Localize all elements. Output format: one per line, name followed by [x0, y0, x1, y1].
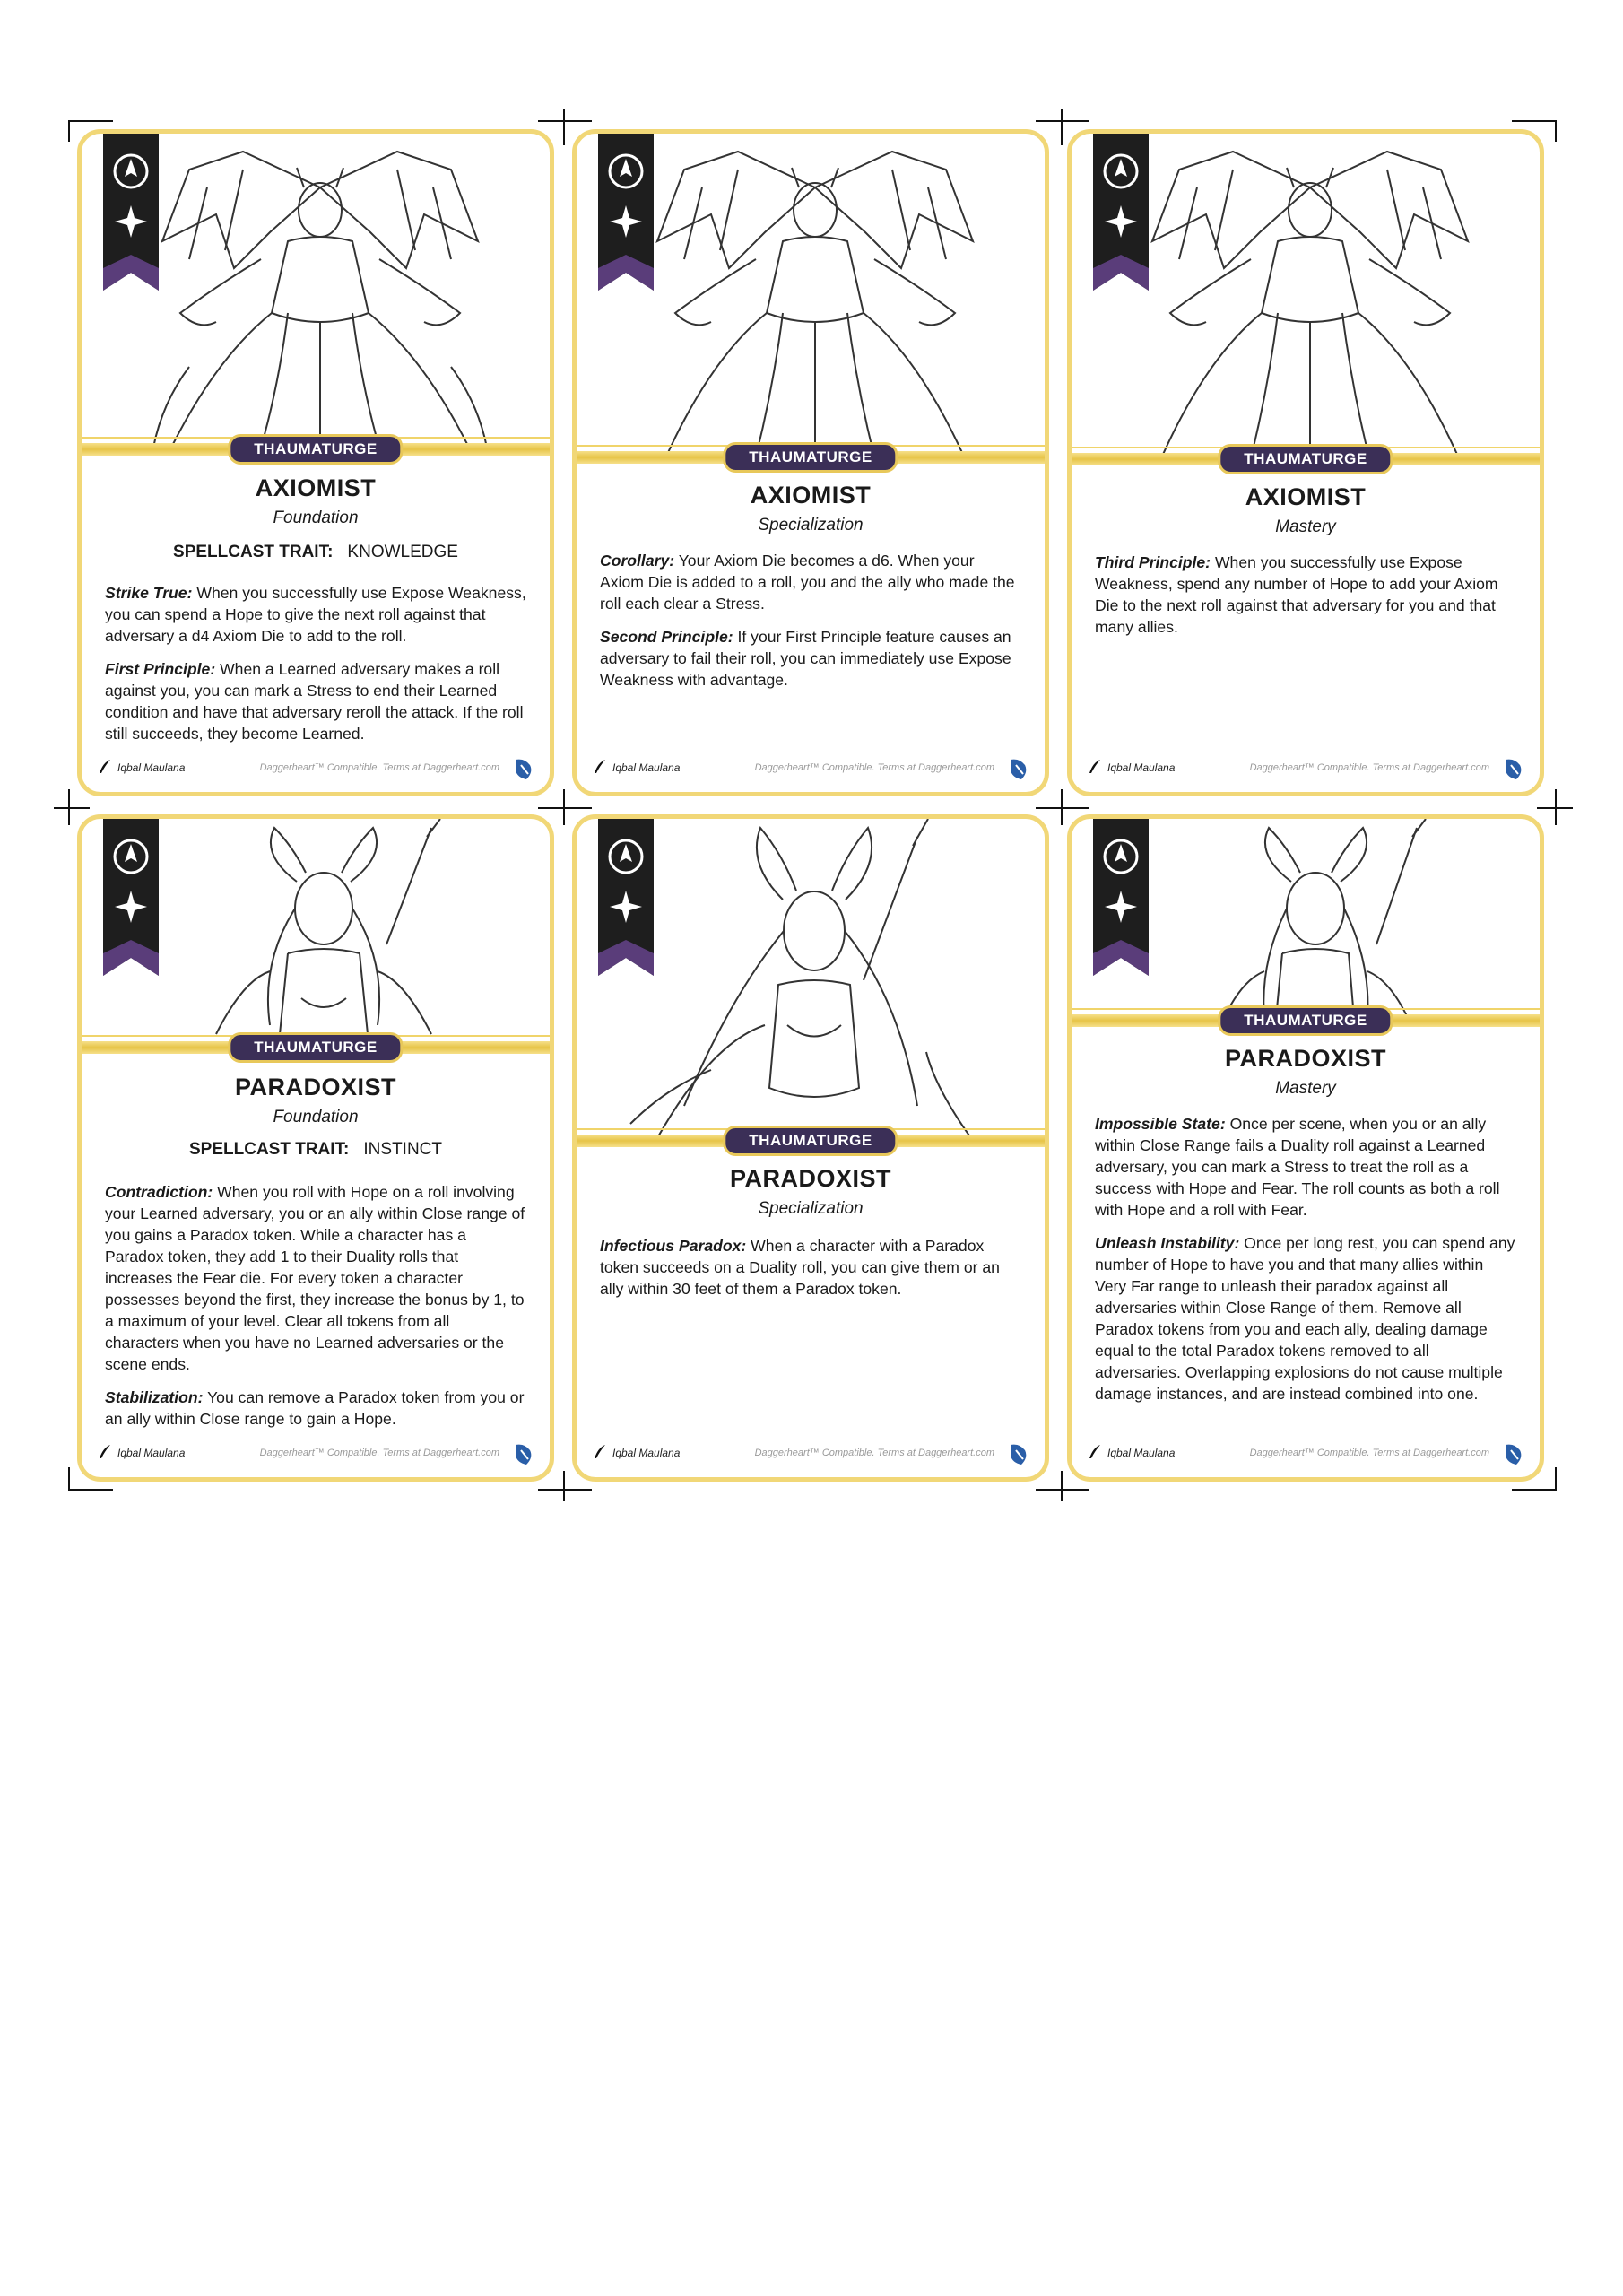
- card-art: [1072, 819, 1540, 1018]
- crop-mark: [1555, 1467, 1557, 1491]
- card-footer: [593, 1441, 1032, 1468]
- feature-text: Once per long rest, you can spend any number of Hope to have you and that many allies within Very Far range to unleash their paradox against all adversaries within Close Range of them. Remove all Paradox tokens from you and each ally, dealing damage equal to the total Paradox tokens removed to all adversaries. Overlapping explosions do not cause multiple damage instances, and are instead combined into one.: [1095, 1234, 1515, 1403]
- crop-mark: [68, 120, 70, 142]
- card-title: PARADOXIST: [234, 1074, 396, 1100]
- crop-mark: [1036, 807, 1089, 809]
- quill-icon: [98, 1444, 112, 1460]
- feature: [1095, 1113, 1516, 1221]
- domain-banner-icon: [103, 819, 159, 980]
- card-title: PARADOXIST: [1224, 1045, 1386, 1072]
- card-art: [82, 819, 550, 1043]
- legal-text: Daggerheart™ Compatible. Terms at Daggerheart.com: [259, 1448, 499, 1458]
- feature: [600, 1235, 1021, 1300]
- domain-banner-icon: [598, 819, 654, 980]
- trait-value: KNOWLEDGE: [347, 543, 458, 561]
- card-subtitle: Mastery: [1275, 517, 1336, 536]
- crop-mark: [1555, 120, 1557, 142]
- feature-text: When you successfully use Expose Weakness, you can spend a Hope to give the next roll against that adversary a d4 Axiom Die to add to the roll.: [105, 584, 526, 645]
- feature: [1095, 552, 1516, 638]
- feature-name: Infectious Paradox:: [600, 1237, 747, 1255]
- feature: [105, 1387, 526, 1430]
- spellcast-trait: [82, 1140, 550, 1160]
- card-body: [105, 582, 526, 756]
- daggerheart-logo-icon: [510, 1441, 537, 1466]
- feature-text: When a character with a Paradox token succeeds on a Duality roll, you can give them or an ally within 30 feet of them a Paradox token.: [600, 1237, 1000, 1298]
- domain-banner-icon: [1093, 134, 1149, 295]
- feature-name: Unleash Instability:: [1095, 1234, 1240, 1252]
- legal-text: Daggerheart™ Compatible. Terms at Daggerheart.com: [1249, 762, 1489, 773]
- card-art: [577, 819, 1045, 1138]
- feature-text: When a Learned adversary makes a roll against you, you can mark a Stress to end their Learned condition and have that adversary reroll the attack. If the roll still succeeds, they become Learned.: [105, 660, 524, 743]
- crop-mark: [1061, 1471, 1063, 1501]
- card-footer: [98, 1441, 537, 1468]
- card-body: [1095, 1113, 1516, 1416]
- card-subtitle: Foundation: [273, 1108, 359, 1126]
- daggerheart-logo-icon: [1500, 1441, 1527, 1466]
- quill-icon: [1088, 759, 1102, 775]
- card-footer: [1088, 756, 1527, 783]
- legal-text: Daggerheart™ Compatible. Terms at Daggerheart.com: [1249, 1448, 1489, 1458]
- crop-mark: [538, 120, 592, 122]
- spellcast-trait: [82, 543, 550, 562]
- card-footer: [98, 756, 537, 783]
- feature: [600, 626, 1021, 691]
- feature-text: If your First Principle feature causes an adversary to fail their roll, you can immediately use Expose Weakness with advantage.: [600, 628, 1011, 689]
- feature: [1095, 1232, 1516, 1405]
- domain-banner-icon: [1093, 819, 1149, 980]
- feature-text: Once per scene, when you or an ally within Close Range fails a Duality roll against a Learned adversary, you can mark a Stress to treat the roll as a success with Hope and Fear. The roll counts as both a roll with Hope and a roll with Fear.: [1095, 1115, 1500, 1219]
- crop-mark: [563, 789, 565, 825]
- card-art: [1072, 134, 1540, 458]
- card-art: [82, 134, 550, 448]
- daggerheart-logo-icon: [1500, 756, 1527, 781]
- artist-credit: Iqbal Maulana: [1107, 761, 1176, 774]
- card-subtitle: Specialization: [758, 516, 864, 535]
- quill-icon: [98, 759, 112, 775]
- card-subtitle: Foundation: [273, 509, 359, 527]
- card-footer: [1088, 1441, 1527, 1468]
- daggerheart-logo-icon: [510, 756, 537, 781]
- feature-name: Strike True:: [105, 584, 193, 602]
- crop-mark: [1036, 1489, 1089, 1491]
- card-art: [577, 134, 1045, 457]
- domain-banner-icon: [103, 134, 159, 295]
- card-body: [600, 550, 1021, 702]
- crop-mark: [1036, 120, 1089, 122]
- card-body: [105, 1181, 526, 1441]
- legal-text: Daggerheart™ Compatible. Terms at Daggerheart.com: [754, 1448, 994, 1458]
- class-label: THAUMATURGE: [723, 1126, 898, 1156]
- artist-credit: Iqbal Maulana: [1107, 1447, 1176, 1459]
- class-label: THAUMATURGE: [228, 1032, 403, 1063]
- trait-label: SPELLCAST TRAIT:: [173, 543, 334, 561]
- domain-banner-icon: [598, 134, 654, 295]
- class-label: THAUMATURGE: [228, 434, 403, 465]
- trait-value: INSTINCT: [363, 1140, 442, 1159]
- legal-text: Daggerheart™ Compatible. Terms at Daggerheart.com: [259, 762, 499, 773]
- crop-mark: [68, 1489, 113, 1491]
- crop-mark: [538, 807, 592, 809]
- quill-icon: [593, 1444, 607, 1460]
- feature-name: Corollary:: [600, 552, 675, 570]
- crop-mark: [68, 789, 70, 825]
- feature: [105, 1181, 526, 1375]
- crop-mark: [1061, 109, 1063, 145]
- card-subtitle: Mastery: [1275, 1079, 1336, 1098]
- card-axiomist-foundation: [77, 129, 554, 796]
- crop-mark: [1512, 120, 1557, 122]
- card-title: PARADOXIST: [729, 1165, 891, 1192]
- artist-credit: Iqbal Maulana: [117, 1447, 186, 1459]
- crop-mark: [1512, 1489, 1557, 1491]
- class-label: THAUMATURGE: [723, 442, 898, 473]
- crop-mark: [68, 120, 113, 122]
- daggerheart-logo-icon: [1005, 756, 1032, 781]
- class-label: THAUMATURGE: [1218, 1005, 1393, 1036]
- feature-text: When you roll with Hope on a roll involving your Learned adversary, you or an ally within Close range of you gains a Paradox token. While a character has a Paradox token, they add 1 to their Duality rolls that increases the Fear die. For every token a character possesses beyond the first, they increase the bonus by 1, to a maximum of your level. Clear all tokens from all characters when you have no Learned adversaries or the scene ends.: [105, 1183, 525, 1373]
- crop-mark: [1061, 789, 1063, 825]
- feature-name: Second Principle:: [600, 628, 733, 646]
- crop-mark: [563, 109, 565, 145]
- crop-mark: [54, 807, 90, 809]
- quill-icon: [1088, 1444, 1102, 1460]
- card-axiomist-specialization: [572, 129, 1049, 796]
- feature: [105, 658, 526, 744]
- crop-mark: [1555, 789, 1557, 825]
- card-footer: [593, 756, 1032, 783]
- artist-credit: Iqbal Maulana: [612, 1447, 681, 1459]
- legal-text: Daggerheart™ Compatible. Terms at Daggerheart.com: [754, 762, 994, 773]
- feature-text: Your Axiom Die becomes a d6. When your Axiom Die is added to a roll, you and the ally who made the roll each clear a Stress.: [600, 552, 1015, 613]
- feature: [600, 550, 1021, 614]
- artist-credit: Iqbal Maulana: [612, 761, 681, 774]
- class-label: THAUMATURGE: [1218, 444, 1393, 474]
- feature-name: Impossible State:: [1095, 1115, 1226, 1133]
- trait-label: SPELLCAST TRAIT:: [189, 1140, 350, 1159]
- feature: [105, 582, 526, 647]
- card-title: AXIOMIST: [750, 482, 872, 509]
- card-paradoxist-specialization: [572, 814, 1049, 1482]
- card-title: AXIOMIST: [1245, 483, 1367, 510]
- feature-name: Stabilization:: [105, 1388, 204, 1406]
- card-body: [600, 1235, 1021, 1311]
- crop-mark: [563, 1471, 565, 1501]
- feature-text: You can remove a Paradox token from you or an ally within Close range to gain a Hope.: [105, 1388, 525, 1428]
- crop-mark: [68, 1467, 70, 1491]
- daggerheart-logo-icon: [1005, 1441, 1032, 1466]
- feature-text: When you successfully use Expose Weakness, spend any number of Hope to add your Axiom Die to the next roll against that adversary for you and that many allies.: [1095, 553, 1498, 636]
- quill-icon: [593, 759, 607, 775]
- card-subtitle: Specialization: [758, 1199, 864, 1218]
- card-axiomist-mastery: [1067, 129, 1544, 796]
- card-paradoxist-mastery: [1067, 814, 1544, 1482]
- feature-name: First Principle:: [105, 660, 216, 678]
- crop-mark: [538, 1489, 592, 1491]
- feature-name: Third Principle:: [1095, 553, 1211, 571]
- card-title: AXIOMIST: [255, 474, 377, 501]
- feature-name: Contradiction:: [105, 1183, 213, 1201]
- artist-credit: Iqbal Maulana: [117, 761, 186, 774]
- card-paradoxist-foundation: [77, 814, 554, 1482]
- card-body: [1095, 552, 1516, 649]
